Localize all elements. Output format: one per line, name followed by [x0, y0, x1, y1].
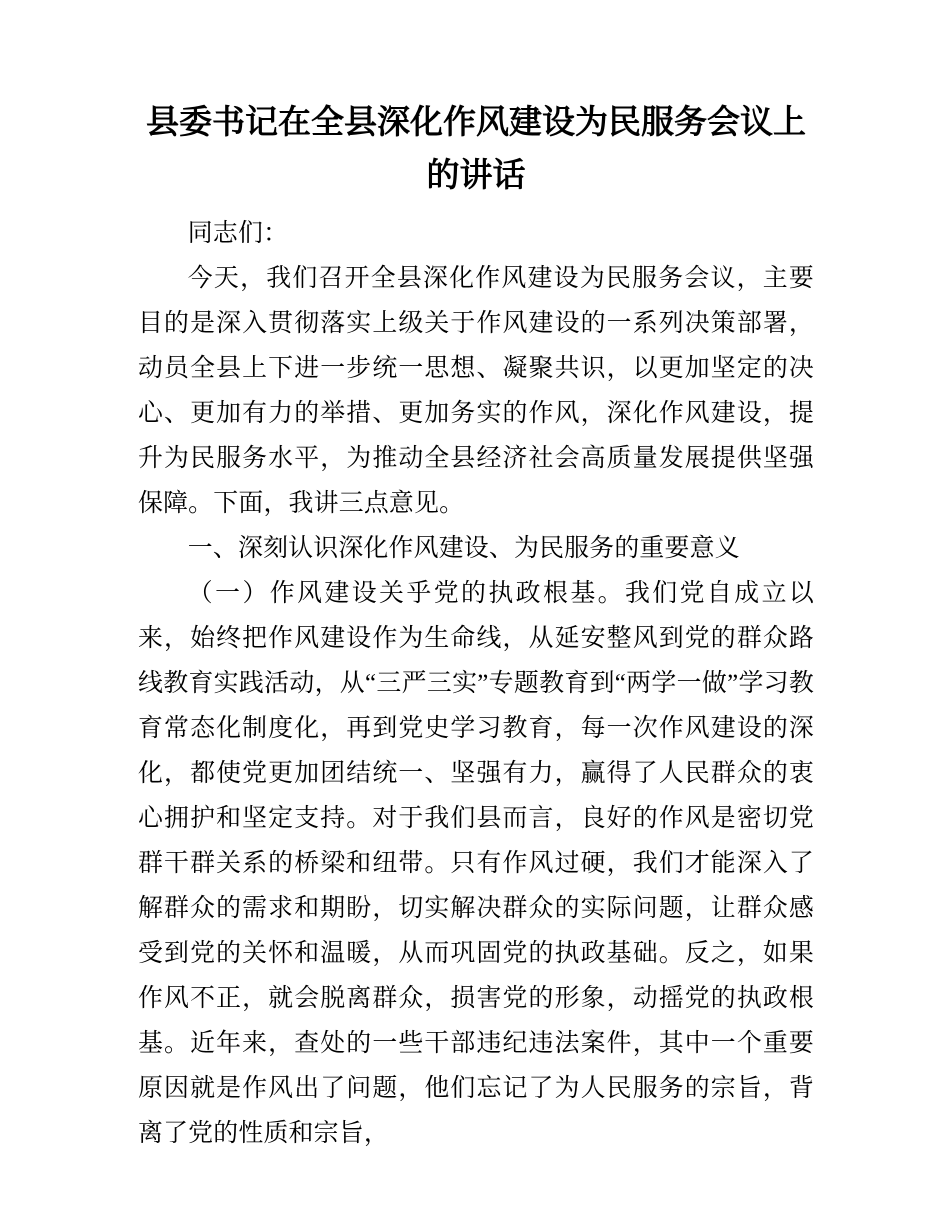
document-title: 县委书记在全县深化作风建设为民服务会议上的讲话: [146, 103, 806, 193]
document-body: [138, 0, 814, 1156]
opening-paragraph: 今天，我们召开全县深化作风建设为民服务会议，主要目的是深入贯彻落实上级关于作风建设的一系列决策部署，动员全县上下进一步统一思想、凝聚共识，以更加坚定的决心、更加有力的举措、更加务实的作风，深化作风建设，提升为民服务水平，为推动全县经济社会高质量发展提供坚强保障。下面，我讲三点意见。: [138, 265, 814, 517]
salutation: 同志们：: [187, 220, 289, 247]
paragraph-1-1: （一）作风建设关乎党的执政根基。我们党自成立以来，始终把作风建设作为生命线，从延安整风到党的群众路线教育实践活动，从“三严三实”专题教育到“两学一做”学习教育常态化制度化，再到党史学习教育，每一次作风建设的深化，都使党更加团结统一、坚强有力，赢得了人民群众的衷心拥护和坚定支持。对于我们县而言，良好的作风是密切党群干群关系的桥梁和纽带。只有作风过硬，我们才能深入了解群众的需求和期盼，切实解决群众的实际问题，让群众感受到党的关怀和温暖，从而巩固党的执政基础。反之，如果作风不正，就会脱离群众，损害党的形象，动摇党的执政根基。近年来，查处的一些干部违纪违法案件，其中一个重要原因就是作风出了问题，他们忘记了为人民服务的宗旨，背离了党的性质和宗旨，: [138, 580, 814, 1147]
section-heading-1: 一、深刻认识深化作风建设、为民服务的重要意义: [187, 535, 740, 562]
